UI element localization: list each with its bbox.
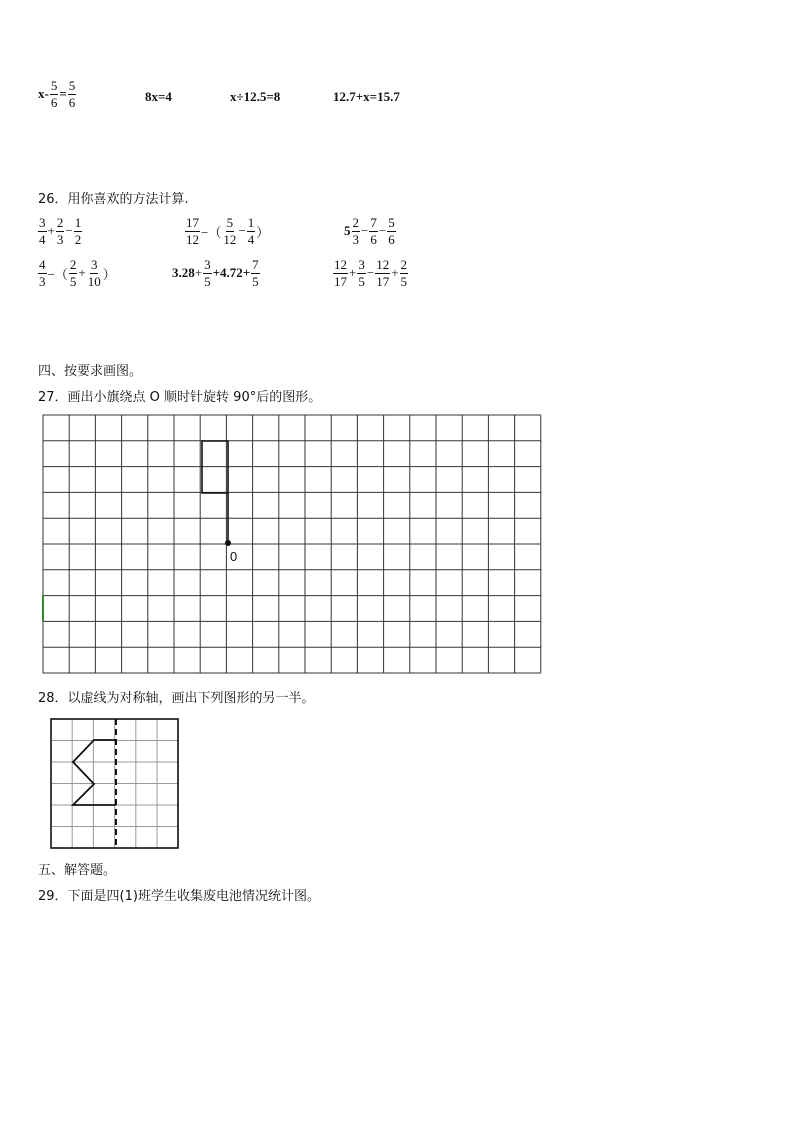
- expression-26d: $\frac{4}{3}$ −（ $\frac{2}{5}$ + $\frac{3}{10}$ ）: [39, 257, 116, 289]
- equals-sign: =: [59, 86, 67, 102]
- equation-4: 12.7+x=15.7: [333, 89, 400, 104]
- fraction: $\frac{5}{6}$: [50, 78, 58, 110]
- section-5-title: 五、解答题。: [38, 863, 117, 878]
- grid-lines: [43, 415, 541, 673]
- half-figure: [73, 740, 116, 805]
- rotation-center-point: [225, 540, 231, 546]
- expression-26f: $\frac{12}{17}$ + $\frac{3}{5}$ − $\frac{12}{17}$ + $\frac{2}{5}$: [334, 257, 408, 289]
- symmetry-grid: [50, 718, 180, 850]
- section-4-title: 四、按要求画图。: [38, 364, 143, 379]
- equation-3: x÷12.5=8: [230, 89, 281, 104]
- question-29-title: 29．下面是四(1)班学生收集废电池情况统计图。: [38, 889, 320, 904]
- question-26-title: 26．用你喜欢的方法计算.: [38, 192, 189, 207]
- expression-26e: 3.28 + $\frac{3}{5}$ +4.72+ $\frac{7}{5}$: [172, 257, 259, 289]
- rotation-grid: [40, 413, 546, 675]
- point-o-label: 0: [230, 549, 238, 564]
- equation-1-prefix: x-: [38, 86, 49, 102]
- equation-2: 8x=4: [145, 89, 172, 104]
- grid-lines: [51, 719, 178, 848]
- expression-26c: 5 $\frac{2}{3}$ − $\frac{7}{6}$ − $\frac{5}{6}$: [344, 215, 395, 247]
- expression-26a: $\frac{3}{4}$ + $\frac{2}{3}$ − $\frac{1}{2}$: [39, 215, 82, 247]
- equation-1: [38, 79, 77, 109]
- question-27-title: 27．画出小旗绕点 O 顺时针旋转 90°后的图形。: [38, 390, 322, 405]
- fraction: $\frac{5}{6}$: [68, 78, 76, 110]
- expression-26b: $\frac{17}{12}$ −（ $\frac{5}{12}$ − $\frac{1}{4}$ ）: [186, 215, 270, 247]
- question-28-title: 28．以虚线为对称轴，画出下列图形的另一半。: [38, 691, 315, 706]
